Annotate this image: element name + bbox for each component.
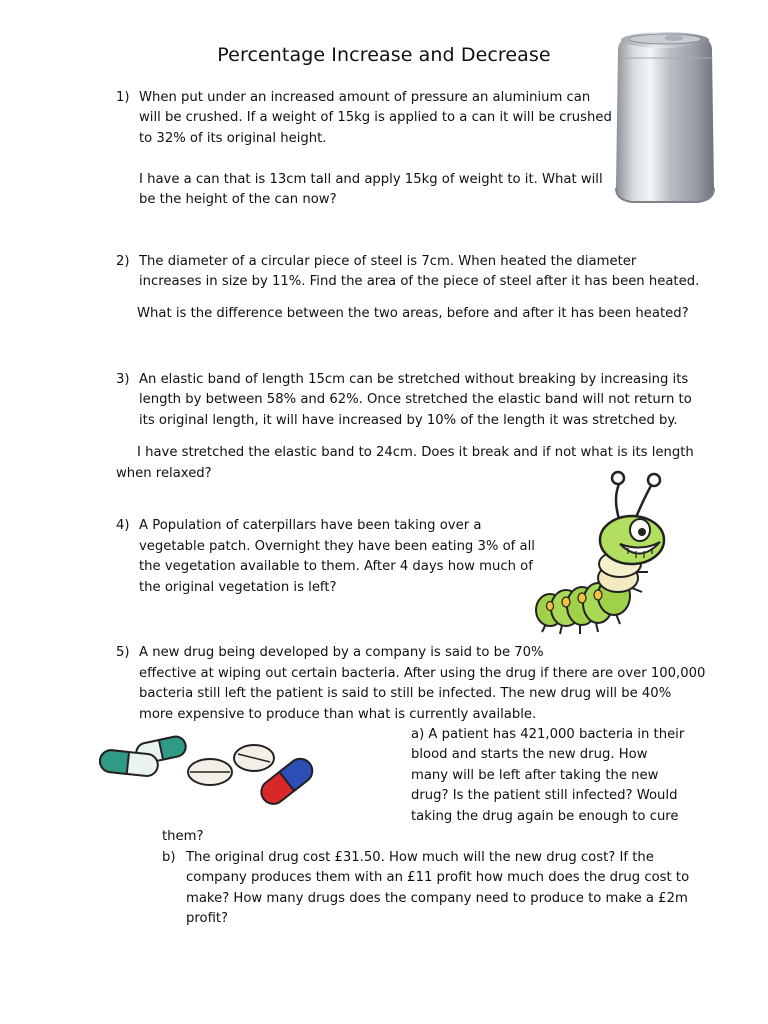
question-1-line-3: to 32% of its original height. [139,131,327,146]
question-2-line-2: increases in size by 11%. Find the area of the piece of steel after it has been heated. [139,274,700,289]
question-5b-label: b) [162,850,176,865]
question-3-line-4: I have stretched the elastic band to 24cm. Does it break and if not what is its length [137,445,694,460]
question-1-line-5: be the height of the can now? [139,192,337,207]
question-5a-line-6: them? [162,829,204,844]
question-5b-line-4: profit? [186,911,229,926]
aluminium-can-image [612,28,718,208]
question-3-line-3: its original length, it will have increased by 10% of the length it was stretched by. [139,413,678,428]
question-1-line-1: When put under an increased amount of pressure an aluminium can [139,90,591,105]
question-4-line-2: vegetable patch. Overnight they have been eating 3% of all [139,539,535,554]
question-4-line-4: the original vegetation is left? [139,580,337,595]
question-1-line-2: will be crushed. If a weight of 15kg is applied to a can it will be crushed [139,110,612,125]
question-5b-line-1: The original drug cost £31.50. How much will the new drug cost? If the [186,850,654,865]
question-1-number: 1) [116,90,130,105]
question-5-line-2: effective at wiping out certain bacteria. After using the drug if there are over 100,000 [139,666,706,681]
pills-image [96,728,320,812]
question-5a-line-3: many will be left after taking the new [411,768,659,783]
question-5-line-4: more expensive to produce than what is currently available. [139,707,537,722]
question-5a-line-1: a) A patient has 421,000 bacteria in their [411,727,685,742]
question-4-line-3: the vegetation available to them. After 4 days how much of [139,559,533,574]
question-5-number: 5) [116,645,130,660]
question-5b-line-2: company produces them with an £11 profit how much does the drug cost to [186,870,690,885]
question-4-number: 4) [116,518,130,533]
caterpillar-image [532,468,668,638]
question-3-line-1: An elastic band of length 15cm can be stretched without breaking by increasing its [139,372,689,387]
question-5a-line-4: drug? Is the patient still infected? Would [411,788,678,803]
question-2-number: 2) [116,254,130,269]
question-3-line-5: when relaxed? [116,466,212,481]
question-1-line-4: I have a can that is 13cm tall and apply 15kg of weight to it. What will [139,172,603,187]
question-3-number: 3) [116,372,130,387]
question-5b-line-3: make? How many drugs does the company need to produce to make a £2m [186,891,688,906]
page-title: Percentage Increase and Decrease [217,44,551,66]
question-5-line-3: bacteria still left the patient is said to still be infected. The new drug will be 40% [139,686,672,701]
question-2-line-3: What is the difference between the two areas, before and after it has been heated? [137,306,689,321]
question-5-line-1: A new drug being developed by a company is said to be 70% [139,645,544,660]
question-5a-line-2: blood and starts the new drug. How [411,747,648,762]
question-5a-line-5: taking the drug again be enough to cure [411,809,679,824]
question-3-line-2: length by between 58% and 62%. Once stretched the elastic band will not return to [139,392,692,407]
question-4-line-1: A Population of caterpillars have been taking over a [139,518,482,533]
question-2-line-1: The diameter of a circular piece of steel is 7cm. When heated the diameter [139,254,637,269]
